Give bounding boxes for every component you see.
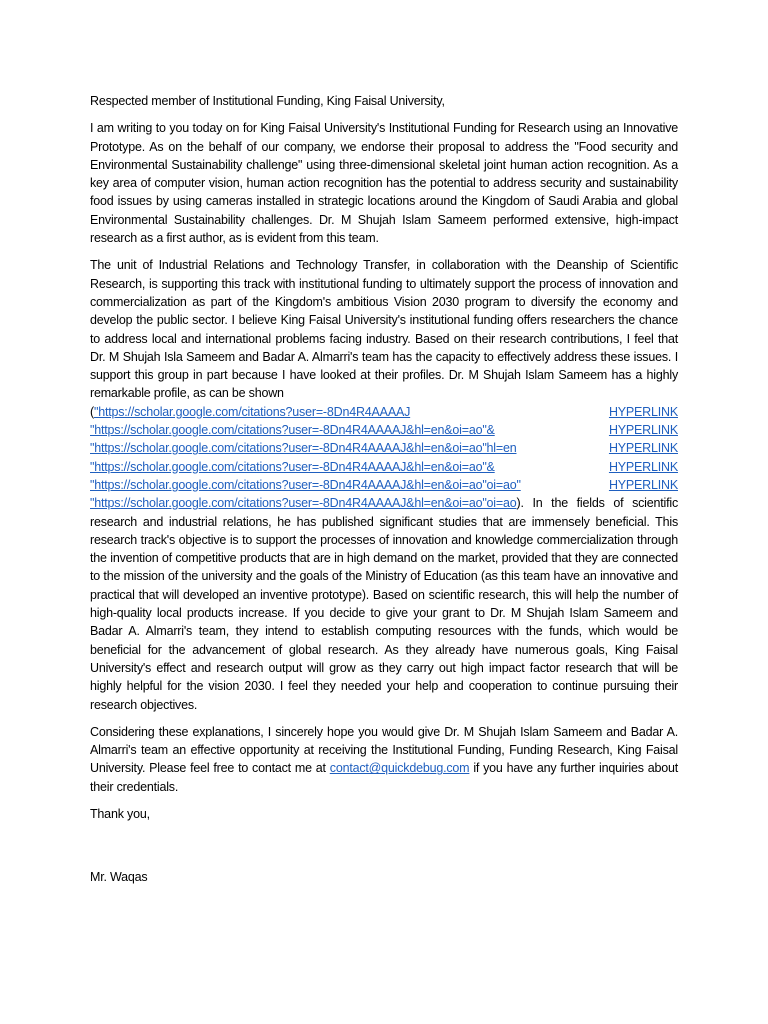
signature-space xyxy=(90,832,678,868)
paragraph-support xyxy=(90,256,678,713)
paragraph-closing-text-end: if you have any further inquiries about their credentials. xyxy=(90,761,678,794)
paragraph-intro: I am writing to you today on for King Faisal University's Institutional Funding for Research using an Innovative Prototype. As on the behalf of our company, we endorse their proposal to address the "Food security and Environmental Sustainability challenge" using three-dimensional skeletal joint human action recognition. As a key area of computer vision, human action recognition has the potential to address security and sustainability food issues by using cameras installed in strategic locations around the Kingdom of Saudi Arabia and global Environmental Sustainability challenges. Dr. M Shujah Islam Sameem performed extensive, high-impact research as a first author, as is evident from this team. xyxy=(90,121,678,246)
paragraph-closing-request xyxy=(90,723,678,796)
scholar-link[interactable]: "https://scholar.google.com/citations?user=-8Dn4R4AAAAJ&hl=en&oi=ao"& xyxy=(90,423,495,438)
hyperlink-tag[interactable]: HYPERLINK xyxy=(608,423,678,438)
email-link[interactable]: contact@quickdebug.com xyxy=(329,761,470,776)
hyperlink-line-2 xyxy=(90,421,678,439)
hyperlink-tag[interactable]: HYPERLINK xyxy=(608,477,678,492)
paragraph-support-rest-text: ). In the fields of scientific research and industrial relations, he has published significant studies that are immensely beneficial. This research track's objective is to support the processes of innovation and knowledge commercialization through the invention of competitive products that are in high demand on the market, provided that they are connected to the mission of the university and the goals of the Ministry of Education (as this team have an innovative and practical that will developed an inventive prototype). Based on scientific research, this will help the number of high-quality local products increase. If you decide to give your grant to Dr. M Shujah Islam Sameem and Badar A. Almarri's team, they intend to establish computing resources with the funds, which would be beneficial for the advancement of global research. As they already have numerous goals, King Faisal University's effect and research output will grow as they carry out high impact factor research that will be highly helpful for the vision 2030. I feel they needed your help and cooperation to continue pursuing their research objectives. xyxy=(90,496,678,712)
hyperlink-tag[interactable]: HYPERLINK xyxy=(608,459,678,474)
hyperlink-tag[interactable]: HYPERLINK xyxy=(608,441,678,456)
paragraph-support-rest xyxy=(90,494,678,714)
salutation: Respected member of Institutional Funding, King Faisal University, xyxy=(90,94,445,108)
hyperlink-tag[interactable]: HYPERLINK xyxy=(608,404,678,419)
paragraph-closing-text: Considering these explanations, I sincerely hope you would give Dr. M Shujah Islam Sameem and Badar A. Almarri's team an effective opportunity at receiving the Institutional Funding, Funding Research, King Faisal University. Please feel free to contact me at xyxy=(90,724,678,776)
signature: Mr. Waqas xyxy=(90,870,148,885)
open-paren: ( xyxy=(90,404,94,419)
hyperlink-line-5 xyxy=(90,476,678,494)
hyperlink-line-4 xyxy=(90,458,678,476)
scholar-link[interactable]: "https://scholar.google.com/citations?user=-8Dn4R4AAAAJ&hl=en&oi=ao"oi=ao" xyxy=(90,477,521,492)
hyperlink-line-3 xyxy=(90,439,678,457)
scholar-link[interactable]: "https://scholar.google.com/citations?user=-8Dn4R4AAAAJ&hl=en&oi=ao"oi=ao xyxy=(90,496,517,511)
closing: Thank you, xyxy=(90,806,150,821)
hyperlink-line-1 xyxy=(90,403,678,421)
paragraph-support-intro: The unit of Industrial Relations and Technology Transfer, in collaboration with the Deanship of Scientific Research, is supporting this track with institutional funding to ultimately support the process of innovation and commercialization as part of the Kingdom's ambitious Vision 2030 program to diversify the economy and develop the public sector. I believe King Faisal University's institutional funding offers researchers the chance to address local and international problems facing industry. Based on their research contributions, I feel that Dr. M Shujah Isla Sameem and Badar A. Almarri's team has the capacity to effectively address these issues. I support this group in part because I have looked at their profiles. Dr. M Shujah Islam Sameem has a highly remarkable profile, as can be shown xyxy=(90,258,678,401)
scholar-link[interactable]: "https://scholar.google.com/citations?user=-8Dn4R4AAAAJ&hl=en&oi=ao"& xyxy=(90,459,495,474)
scholar-link[interactable]: "https://scholar.google.com/citations?user=-8Dn4R4AAAAJ xyxy=(93,404,411,419)
scholar-link[interactable]: "https://scholar.google.com/citations?user=-8Dn4R4AAAAJ&hl=en&oi=ao"hl=en xyxy=(90,441,517,456)
